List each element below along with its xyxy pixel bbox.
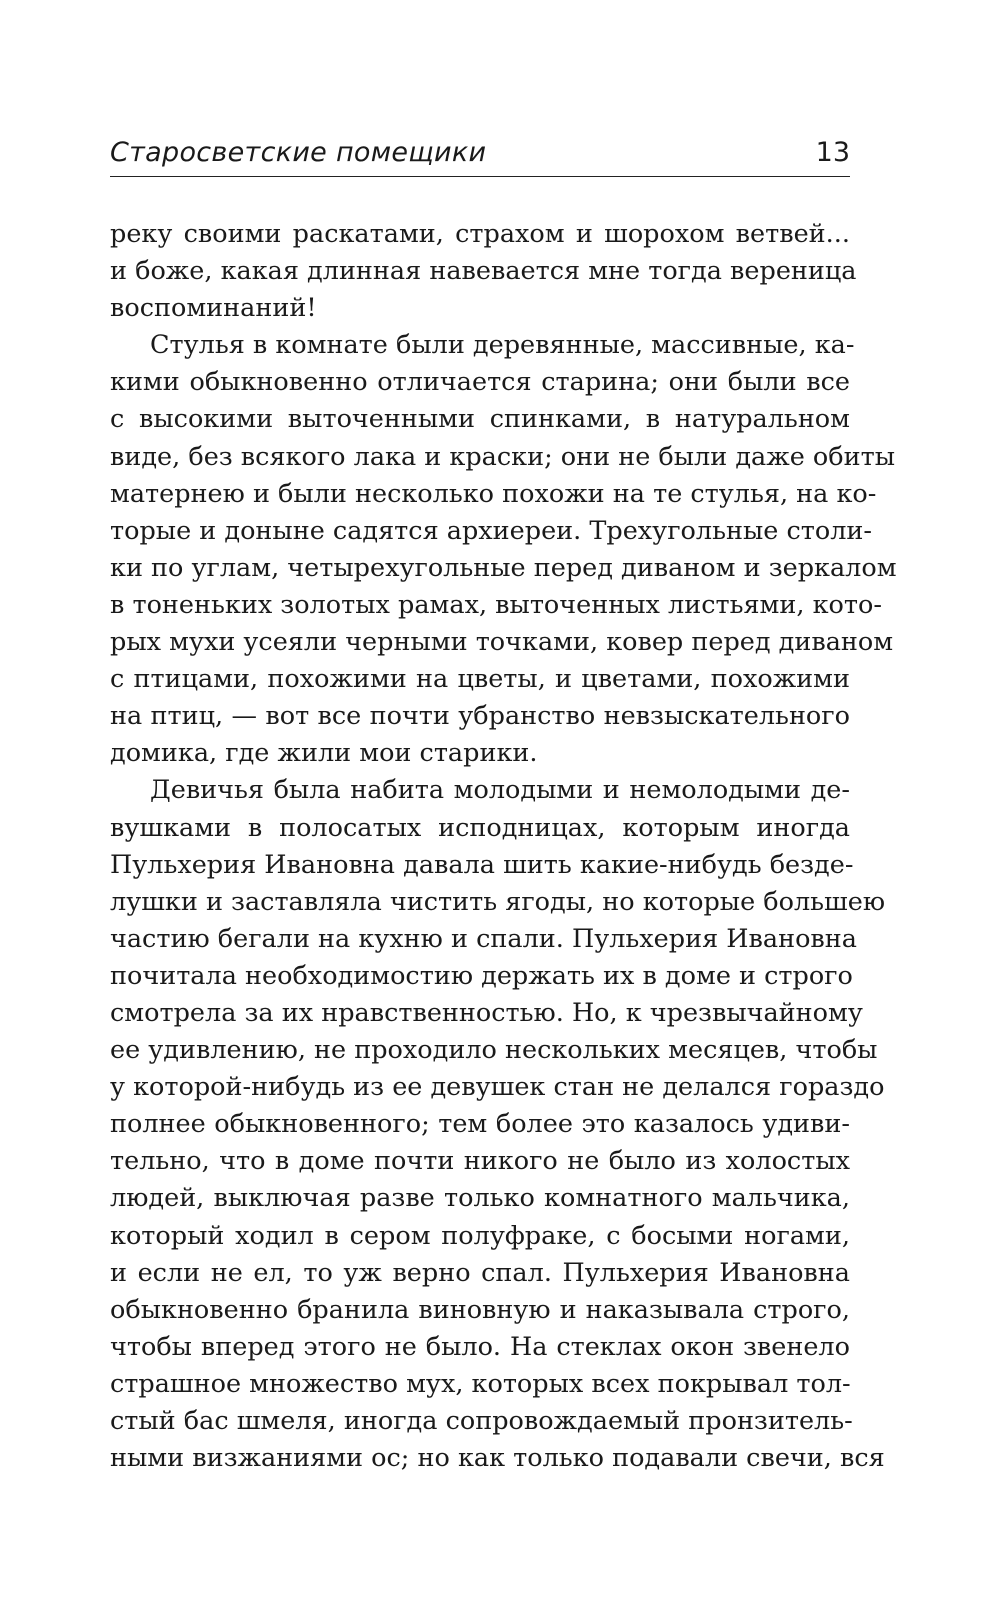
text-line: обыкновенно бранила виновную и наказывала строго, [110, 1294, 850, 1325]
text-line: воспоминаний! [110, 293, 317, 324]
text-line: реку своими раскатами, страхом и шорохом ветвей... [110, 219, 850, 249]
text-line: полнее обыкновенного; тем более это казалось удиви- [110, 1109, 850, 1140]
text-line: стый бас шмеля, иногда сопровождаемый пронзитель- [110, 1406, 853, 1436]
text-line: который ходил в сером полуфраке, с босыми ногами, [110, 1220, 850, 1251]
text-line: на птиц, — вот все почти убранство невзыскательного [110, 701, 850, 732]
text-line: вушками в полосатых исподницах, которым иногда [110, 812, 850, 843]
text-line: ки по углам, четырехугольные перед диваном и зеркалом [110, 552, 897, 583]
text-line: кими обыкновенно отличается старина; они были все [110, 367, 850, 398]
text-line: и боже, какая длинная навевается мне тогда вереница [110, 256, 857, 287]
text-line: в тоненьких золотых рамах, выточенных листьями, кото- [110, 589, 882, 620]
text-line: смотрела за их нравственностью. Но, к чрезвычайному [110, 997, 863, 1028]
text-line: почитала необходимостию держать их в доме и строго [110, 960, 853, 991]
body-text [110, 216, 897, 1477]
text-line: Стулья в комнате были деревянные, массивные, ка- [150, 330, 855, 361]
text-line: ными визжаниями ос; но как только подавали свечи, вся [110, 1443, 885, 1474]
text-line: чтобы вперед этого не было. На стеклах окон звенело [110, 1331, 850, 1362]
text-line: Пульхерия Ивановна давала шить какие-нибудь безде- [110, 849, 854, 880]
text-line: матернею и были несколько похожи на те стулья, на ко- [110, 478, 877, 509]
running-title: Старосветские помещики [110, 137, 487, 168]
text-line: с птицами, похожими на цветы, и цветами, похожими [110, 664, 850, 695]
text-line: людей, выключая разве только комнатного мальчика, [110, 1183, 850, 1214]
text-line: тельно, что в доме почти никого не было из холостых [110, 1146, 850, 1177]
text-line: домика, где жили мои старики. [110, 738, 538, 769]
page-number: 13 [815, 137, 850, 168]
text-line: у которой-нибудь из ее девушек стан не делался гораздо [110, 1072, 885, 1103]
text-line: страшное множество мух, которых всех покрывал тол- [110, 1368, 851, 1399]
text-line: с высокими выточенными спинками, в натуральном [110, 404, 850, 435]
text-line: частию бегали на кухню и спали. Пульхерия Ивановна [110, 923, 857, 954]
text-line: и если не ел, то уж верно спал. Пульхерия Ивановна [110, 1257, 850, 1288]
text-line: лушки и заставляла чистить ягоды, но которые большею [110, 886, 886, 917]
text-line: Девичья была набита молодыми и немолодыми де- [150, 775, 850, 806]
text-line: ее удивлению, не проходило нескольких месяцев, чтобы [110, 1035, 878, 1066]
running-head [110, 128, 850, 177]
text-line: рых мухи усеяли черными точками, ковер перед диваном [110, 627, 894, 658]
text-line: виде, без всякого лака и краски; они не были даже обиты [110, 441, 896, 472]
text-line: торые и доныне садятся архиереи. Трехугольные столи- [110, 515, 873, 546]
